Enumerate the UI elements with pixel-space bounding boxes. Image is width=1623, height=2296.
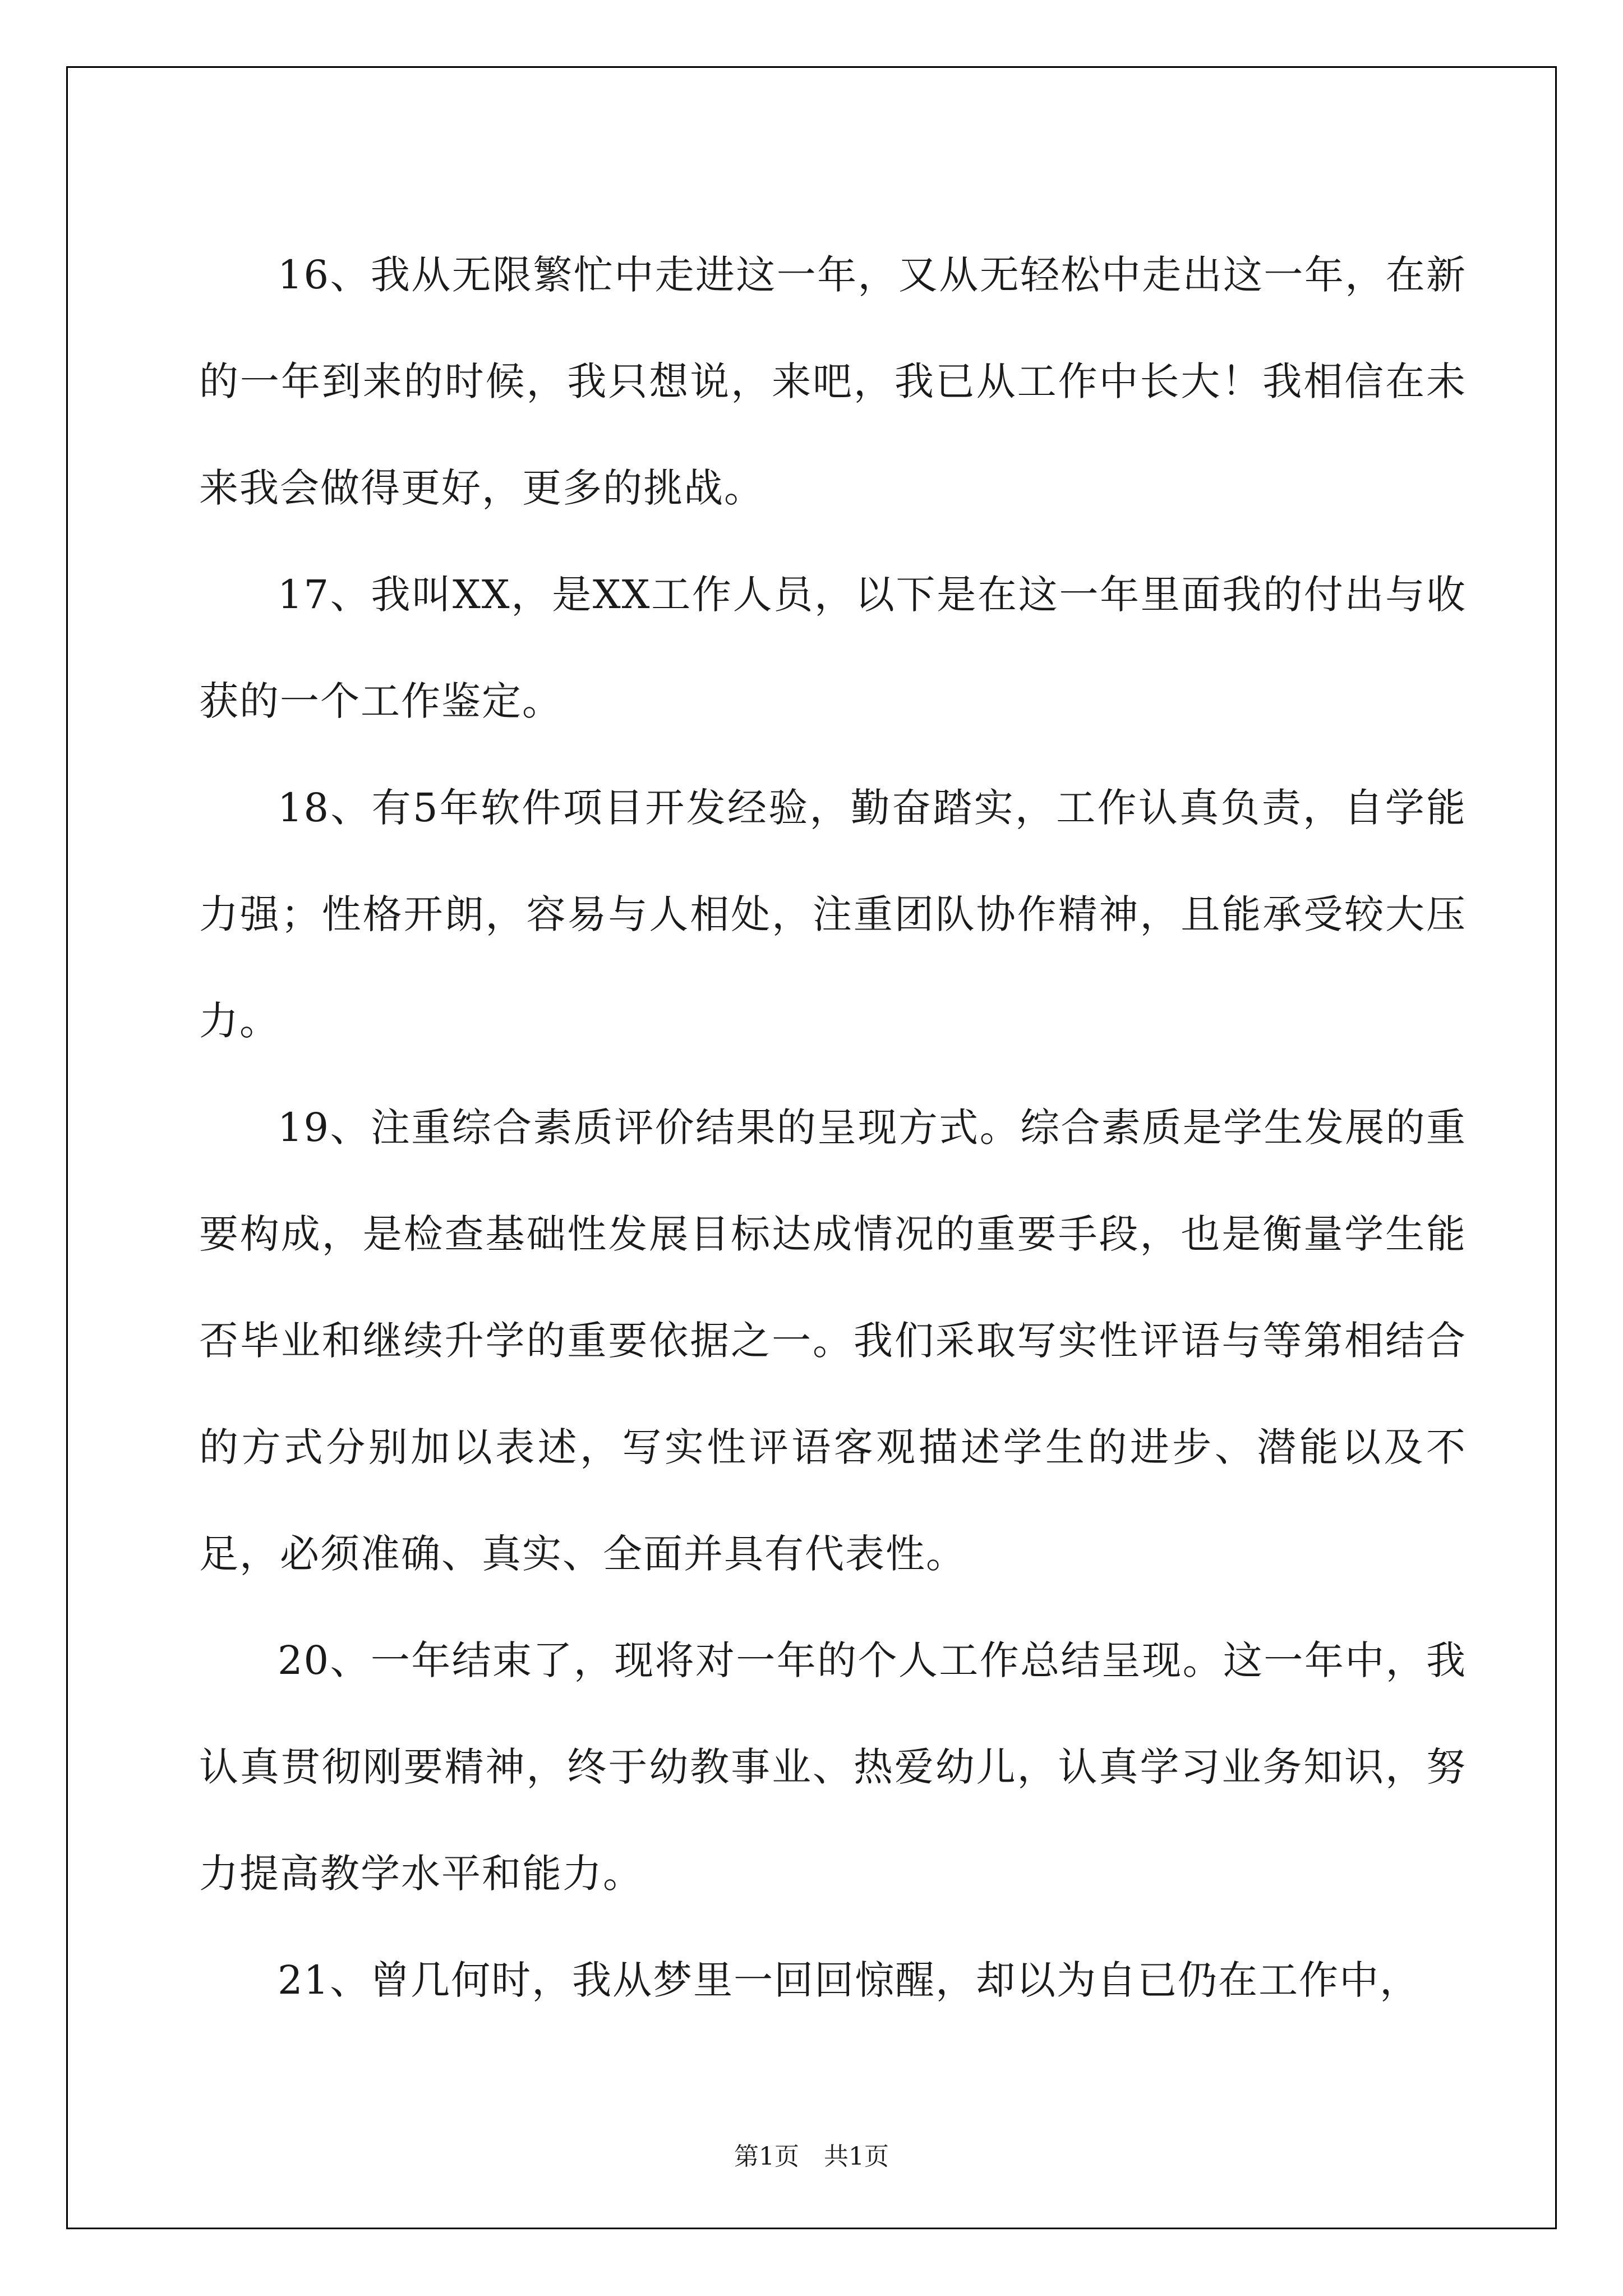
paragraph-16: 16、我从无限繁忙中走进这一年，又从无轻松中走出这一年，在新的一年到来的时候，我只想说，来吧，我已从工作中长大！我相信在未来我会做得更好，更多的挑战。 xyxy=(199,252,1467,511)
paragraph-17: 17、我叫XX，是XX工作人员，以下是在这一年里面我的付出与收获的一个工作鉴定。 xyxy=(199,572,1467,724)
paragraph-19: 19、注重综合素质评价结果的呈现方式。综合素质是学生发展的重要构成，是检查基础性发展目标达成情况的重要手段，也是衡量学生能否毕业和继续升学的重要依据之一。我们采取写实性评语与等第相结合的方式分别加以表述，写实性评语客观描述学生的进步、潜能以及不足，必须准确、真实、全面并具有代表性。 xyxy=(199,1105,1467,1577)
paragraph-20: 20、一年结束了，现将对一年的个人工作总结呈现。这一年中，我认真贯彻刚要精神，终于幼教事业、热爱幼儿，认真学习业务知识，努力提高教学水平和能力。 xyxy=(199,1637,1467,1897)
page-footer: 第1页 共1页 xyxy=(734,2142,889,2171)
paragraph-21: 21、曾几何时，我从梦里一回回惊醒，却以为自已仍在工作中， xyxy=(278,1957,1421,2003)
document-body xyxy=(199,222,1467,2033)
paragraph-18: 18、有5年软件项目开发经验，勤奋踏实，工作认真负责，自学能力强；性格开朗，容易与人相处，注重团队协作精神，且能承受较大压力。 xyxy=(199,785,1467,1044)
